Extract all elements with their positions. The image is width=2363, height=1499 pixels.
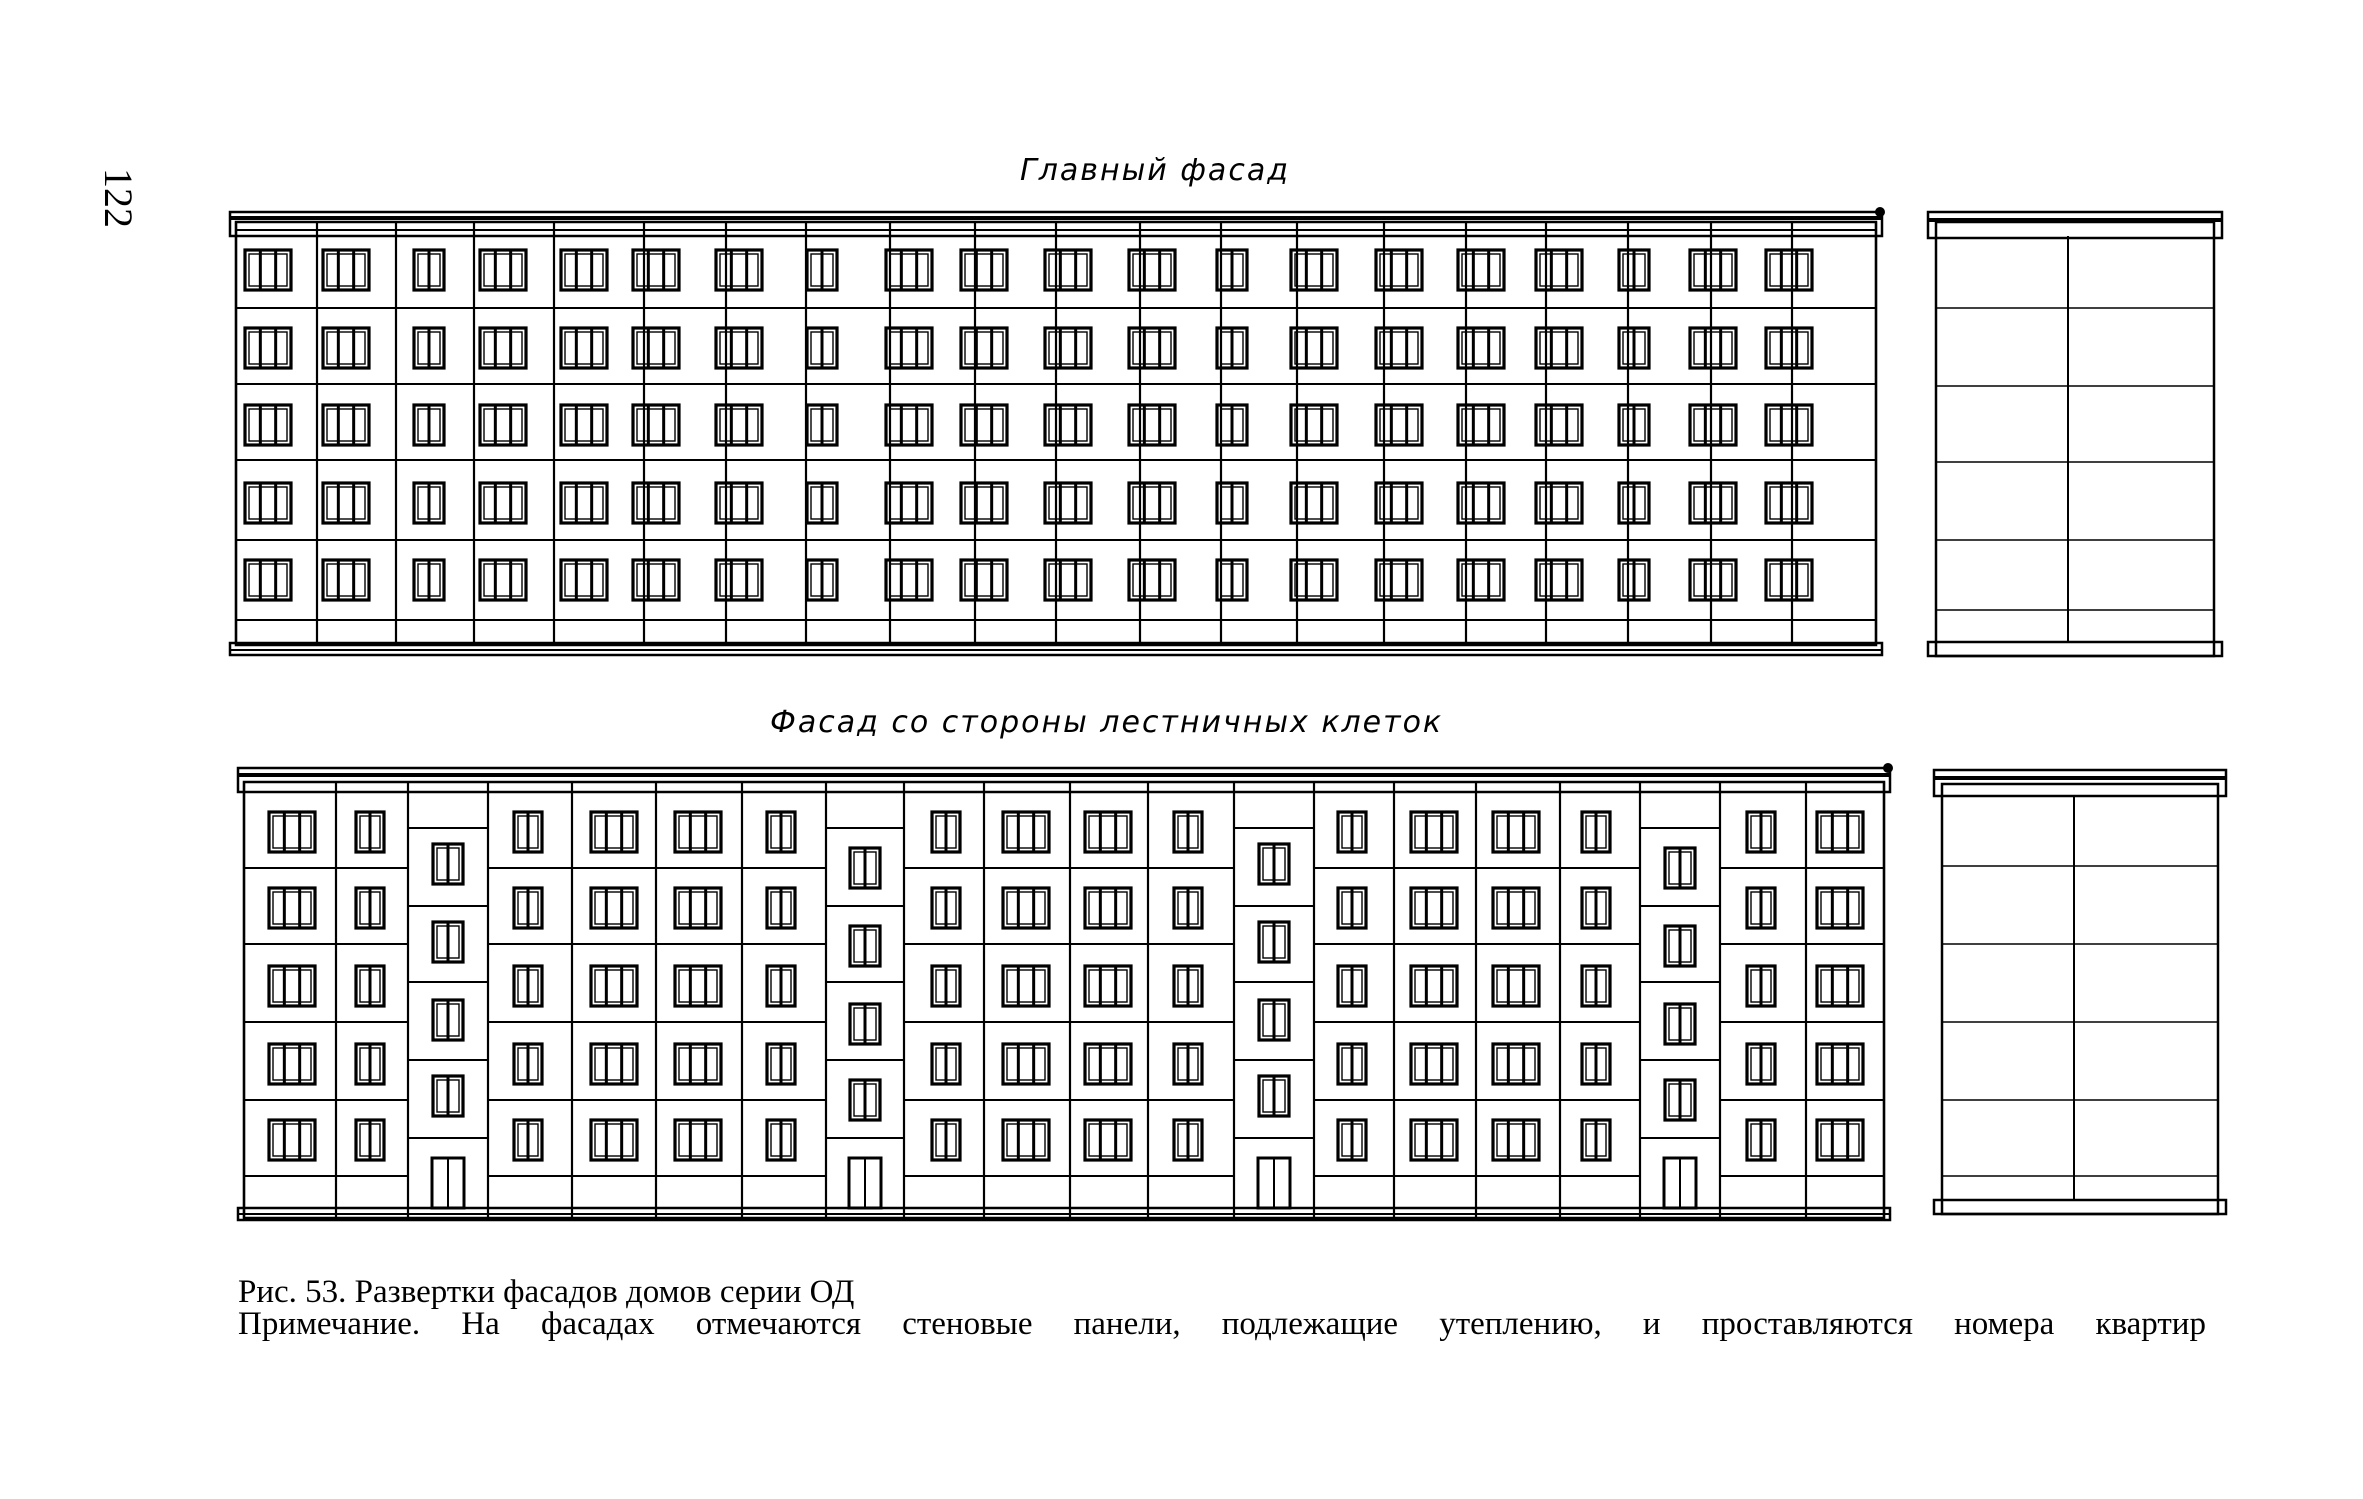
- note-word: квартир: [2095, 1306, 2206, 1342]
- window: [807, 483, 837, 523]
- window: [1085, 1120, 1131, 1160]
- window: [1338, 966, 1366, 1006]
- window: [356, 966, 384, 1006]
- window: [886, 483, 932, 523]
- window: [245, 328, 291, 368]
- window: [1619, 483, 1649, 523]
- window: [1536, 405, 1582, 445]
- window: [1217, 560, 1247, 600]
- window: [932, 812, 960, 852]
- window: [932, 966, 960, 1006]
- window: [514, 812, 542, 852]
- window: [850, 848, 880, 888]
- window: [1665, 1004, 1695, 1044]
- window: [1174, 812, 1202, 852]
- window: [561, 483, 607, 523]
- window: [807, 250, 837, 290]
- window: [1045, 483, 1091, 523]
- window: [591, 1120, 637, 1160]
- window: [1817, 812, 1863, 852]
- window: [356, 812, 384, 852]
- page-number: 122: [96, 168, 141, 228]
- cornice-cap: [1875, 207, 1885, 217]
- window: [245, 405, 291, 445]
- window: [269, 888, 315, 928]
- window: [1690, 405, 1736, 445]
- window: [356, 1044, 384, 1084]
- stair-facade-end-elevation: [1934, 770, 2226, 1214]
- window: [767, 1044, 795, 1084]
- window: [961, 560, 1007, 600]
- window: [1536, 250, 1582, 290]
- window: [1411, 1044, 1457, 1084]
- window: [414, 250, 444, 290]
- window: [1690, 328, 1736, 368]
- window: [591, 1044, 637, 1084]
- window: [323, 483, 369, 523]
- window: [1817, 888, 1863, 928]
- wall-outline: [1942, 784, 2218, 1214]
- window: [414, 328, 444, 368]
- window: [561, 405, 607, 445]
- window: [675, 1044, 721, 1084]
- note-word: отмечаются: [695, 1306, 862, 1342]
- window: [886, 250, 932, 290]
- window: [633, 560, 679, 600]
- note-word: и: [1642, 1306, 1661, 1342]
- window: [269, 966, 315, 1006]
- main-facade-elevation: [230, 207, 1885, 655]
- window: [1411, 966, 1457, 1006]
- main-facade-title: Главный фасад: [1020, 153, 1290, 188]
- window: [1493, 1044, 1539, 1084]
- window: [1129, 405, 1175, 445]
- window: [1766, 405, 1812, 445]
- window: [414, 483, 444, 523]
- entrance-door: [1258, 1158, 1290, 1208]
- window: [1174, 888, 1202, 928]
- window: [1817, 1120, 1863, 1160]
- window: [767, 812, 795, 852]
- window: [1174, 1044, 1202, 1084]
- window: [1411, 812, 1457, 852]
- window: [414, 560, 444, 600]
- plinth: [1928, 642, 2222, 656]
- window: [1259, 1000, 1289, 1040]
- window: [1411, 1120, 1457, 1160]
- window: [1338, 1120, 1366, 1160]
- window: [633, 405, 679, 445]
- window: [1665, 848, 1695, 888]
- window: [245, 483, 291, 523]
- window: [1582, 966, 1610, 1006]
- window: [1747, 966, 1775, 1006]
- window: [245, 250, 291, 290]
- window: [1259, 844, 1289, 884]
- main-facade-end-elevation: [1928, 212, 2222, 656]
- window: [716, 560, 762, 600]
- window: [716, 328, 762, 368]
- window: [1619, 560, 1649, 600]
- window: [356, 888, 384, 928]
- window: [480, 405, 526, 445]
- window: [1493, 966, 1539, 1006]
- window: [514, 888, 542, 928]
- window: [1411, 888, 1457, 928]
- window: [1690, 250, 1736, 290]
- window: [480, 328, 526, 368]
- window: [323, 250, 369, 290]
- window: [716, 483, 762, 523]
- cornice: [1928, 212, 2222, 238]
- window: [767, 888, 795, 928]
- window: [633, 483, 679, 523]
- window: [433, 844, 463, 884]
- cornice-cap: [1883, 763, 1893, 773]
- window: [1747, 1044, 1775, 1084]
- window: [675, 812, 721, 852]
- window: [1217, 250, 1247, 290]
- window: [1217, 405, 1247, 445]
- window: [414, 405, 444, 445]
- window: [1174, 1120, 1202, 1160]
- window: [480, 250, 526, 290]
- window: [1493, 1120, 1539, 1160]
- window: [1338, 812, 1366, 852]
- window: [480, 483, 526, 523]
- window: [807, 560, 837, 600]
- window: [633, 250, 679, 290]
- window: [1665, 1080, 1695, 1120]
- window: [1085, 966, 1131, 1006]
- window: [1003, 812, 1049, 852]
- window: [561, 250, 607, 290]
- window: [1003, 1120, 1049, 1160]
- note-word: подлежащие: [1221, 1306, 1399, 1342]
- cornice: [238, 768, 1890, 792]
- figure-caption: Рис. 53. Развертки фасадов домов серии ОД: [238, 1274, 855, 1310]
- window: [932, 1044, 960, 1084]
- note-word: фасадах: [540, 1306, 655, 1342]
- window: [323, 405, 369, 445]
- window: [961, 405, 1007, 445]
- window: [961, 328, 1007, 368]
- window: [591, 812, 637, 852]
- window: [675, 888, 721, 928]
- window: [561, 560, 607, 600]
- window: [323, 560, 369, 600]
- window: [1129, 560, 1175, 600]
- entrance-door: [432, 1158, 464, 1208]
- note-word: стеновые: [902, 1306, 1033, 1342]
- window: [1129, 328, 1175, 368]
- window: [1690, 483, 1736, 523]
- window: [961, 250, 1007, 290]
- window: [1003, 888, 1049, 928]
- window: [1536, 328, 1582, 368]
- window: [932, 1120, 960, 1160]
- window: [675, 966, 721, 1006]
- note-word: номера: [1954, 1306, 2055, 1342]
- window: [807, 328, 837, 368]
- window: [767, 966, 795, 1006]
- entrance-door: [1664, 1158, 1696, 1208]
- window: [1045, 405, 1091, 445]
- window: [675, 1120, 721, 1160]
- window: [1003, 966, 1049, 1006]
- plinth: [1934, 1200, 2226, 1214]
- window: [1690, 560, 1736, 600]
- window: [850, 1080, 880, 1120]
- window: [1582, 812, 1610, 852]
- window: [1045, 328, 1091, 368]
- window: [1003, 1044, 1049, 1084]
- window: [1493, 812, 1539, 852]
- window: [886, 560, 932, 600]
- window: [480, 560, 526, 600]
- window: [1493, 888, 1539, 928]
- window: [807, 405, 837, 445]
- window: [932, 888, 960, 928]
- note-word: Примечание.: [238, 1306, 421, 1342]
- window: [1582, 888, 1610, 928]
- window: [356, 1120, 384, 1160]
- window: [1582, 1120, 1610, 1160]
- window: [1536, 560, 1582, 600]
- wall-outline: [1936, 222, 2214, 656]
- window: [591, 888, 637, 928]
- note-word: утеплению,: [1439, 1306, 1602, 1342]
- window: [269, 1044, 315, 1084]
- wall-outline: [244, 782, 1884, 1218]
- window: [1217, 328, 1247, 368]
- window: [1338, 888, 1366, 928]
- window: [1338, 1044, 1366, 1084]
- window: [886, 328, 932, 368]
- entrance-door: [849, 1158, 881, 1208]
- window: [1747, 888, 1775, 928]
- figure-note: [238, 1306, 2206, 1343]
- window: [633, 328, 679, 368]
- window: [433, 1000, 463, 1040]
- window: [1619, 405, 1649, 445]
- note-word: проставляются: [1701, 1306, 1913, 1342]
- note-word: панели,: [1073, 1306, 1181, 1342]
- window: [245, 560, 291, 600]
- window: [1619, 328, 1649, 368]
- window: [961, 483, 1007, 523]
- window: [514, 1044, 542, 1084]
- window: [850, 1004, 880, 1044]
- window: [1045, 250, 1091, 290]
- window: [886, 405, 932, 445]
- window: [433, 1076, 463, 1116]
- window: [1665, 926, 1695, 966]
- window: [1129, 250, 1175, 290]
- window: [716, 405, 762, 445]
- window: [1817, 966, 1863, 1006]
- window: [1747, 1120, 1775, 1160]
- window: [561, 328, 607, 368]
- window: [1766, 250, 1812, 290]
- stair-facade-title: Фасад со стороны лестничных клеток: [770, 705, 1444, 740]
- window: [1085, 1044, 1131, 1084]
- stair-facade-elevation: [238, 763, 1893, 1220]
- window: [1217, 483, 1247, 523]
- window: [514, 1120, 542, 1160]
- window: [716, 250, 762, 290]
- window: [1129, 483, 1175, 523]
- window: [1259, 922, 1289, 962]
- window: [1619, 250, 1649, 290]
- window: [269, 1120, 315, 1160]
- note-word: На: [461, 1306, 500, 1342]
- window: [433, 922, 463, 962]
- window: [1582, 1044, 1610, 1084]
- window: [1085, 812, 1131, 852]
- window: [1174, 966, 1202, 1006]
- window: [1766, 328, 1812, 368]
- window: [767, 1120, 795, 1160]
- window: [1536, 483, 1582, 523]
- window: [1766, 560, 1812, 600]
- window: [591, 966, 637, 1006]
- window: [269, 812, 315, 852]
- window: [1259, 1076, 1289, 1116]
- window: [850, 926, 880, 966]
- window: [1817, 1044, 1863, 1084]
- window: [1766, 483, 1812, 523]
- window: [1085, 888, 1131, 928]
- window: [1747, 812, 1775, 852]
- window: [1045, 560, 1091, 600]
- window: [323, 328, 369, 368]
- window: [514, 966, 542, 1006]
